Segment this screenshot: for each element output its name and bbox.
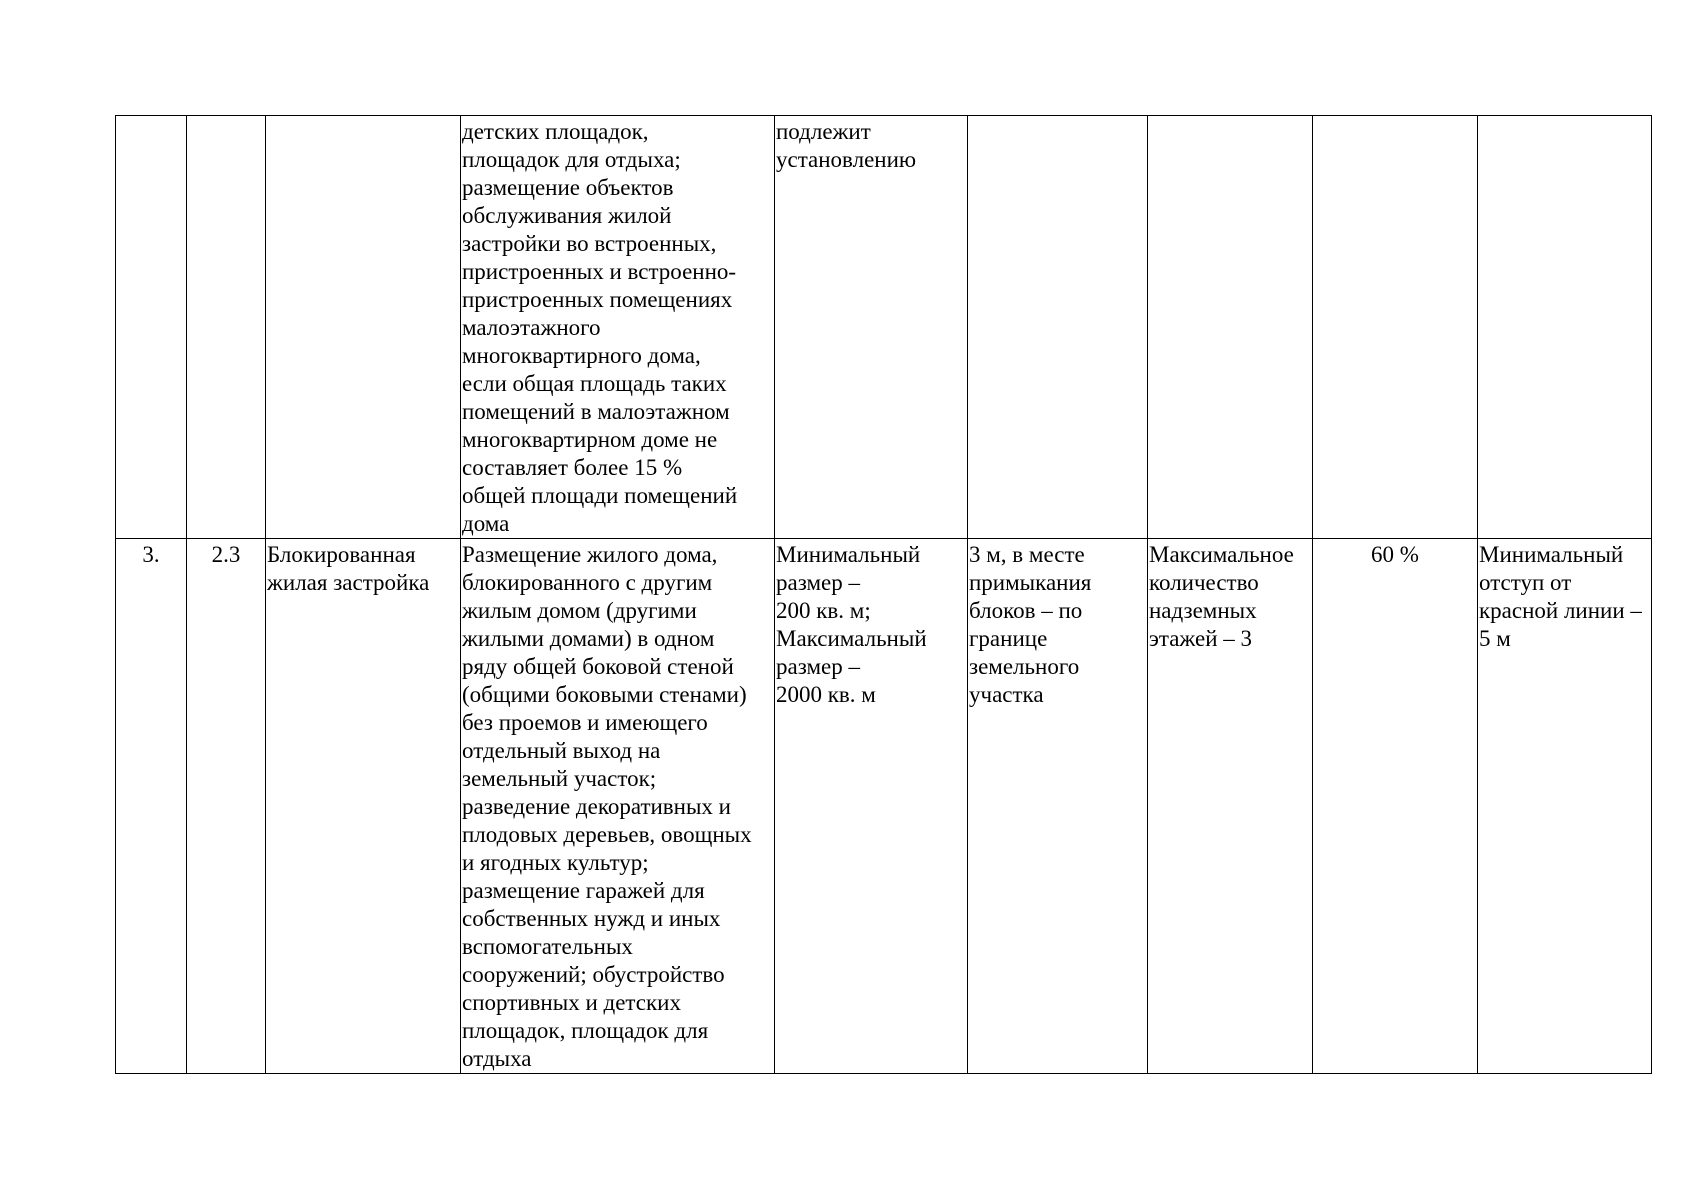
row-number-cell: 3. <box>116 539 187 1074</box>
use-description-cell: Размещение жилого дома, блокированного с другим жилым домом (другими жилыми домами) в одном ряду общей боковой стеной (общими боковыми стенами) без проемов и имеющего отдельный выход на земельный участок; разведение декоративных и плодовых деревьев, овощных и ягодных культур; размещение гаражей для собственных нужд и иных вспомогательных сооружений; обустройство спортивных и детских площадок, площадок для отдыха <box>461 539 775 1074</box>
red-line-cell: Минимальный отступ от красной линии – 5 м <box>1478 539 1652 1074</box>
coverage-cell: 60 % <box>1313 539 1478 1074</box>
row-number-cell <box>116 116 187 539</box>
plot-size-cell: Минимальный размер – 200 кв. м; Максимальный размер – 2000 кв. м <box>775 539 968 1074</box>
table-row <box>116 116 1652 539</box>
floors-cell: Максимальное количество надземных этажей – 3 <box>1148 539 1313 1074</box>
use-code-cell: 2.3 <box>187 539 266 1074</box>
plot-size-cell: подлежит установлению <box>775 116 968 539</box>
floors-cell <box>1148 116 1313 539</box>
setback-cell: 3 м, в месте примыкания блоков – по границе земельного участка <box>968 539 1148 1074</box>
red-line-cell <box>1478 116 1652 539</box>
table-row <box>116 539 1652 1074</box>
use-name-cell: Блокированная жилая застройка <box>266 539 461 1074</box>
setback-cell <box>968 116 1148 539</box>
coverage-cell <box>1313 116 1478 539</box>
zoning-regulations-table <box>115 115 1652 1074</box>
use-description-cell: детских площадок, площадок для отдыха; размещение объектов обслуживания жилой застройки во встроенных, пристроенных и встроенно- пристроенных помещениях малоэтажного многоквартирного дома, если общая площадь таких помещений в малоэтажном многоквартирном доме не составляет более 15 % общей площади помещений дома <box>461 116 775 539</box>
use-name-cell <box>266 116 461 539</box>
use-code-cell <box>187 116 266 539</box>
